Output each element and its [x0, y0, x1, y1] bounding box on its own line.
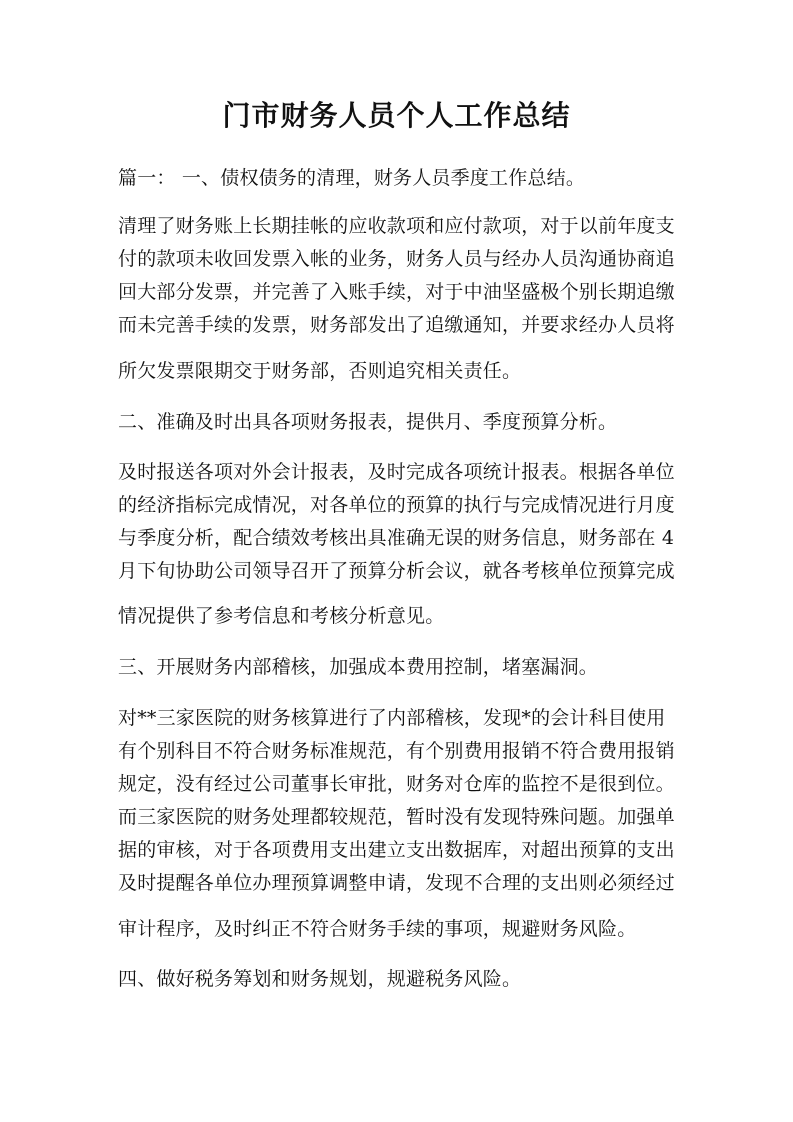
section-heading-4: 四、做好税务筹划和财务规划，规避税务风险。 — [118, 968, 522, 990]
paragraph-line: 而未完善手续的发票，财务部发出了追缴通知，并要求经办人员将 — [118, 314, 675, 336]
paragraph-line: 有个别科目不符合财务标准规范，有个别费用报销不符合费用报销 — [118, 740, 675, 762]
paragraph-line: 对**三家医院的财务核算进行了内部稽核，发现*的会计科目使用 — [118, 707, 666, 729]
document-title: 门市财务人员个人工作总结 — [222, 99, 571, 132]
paragraph-line: 所欠发票限期交于财务部，否则追究相关责任。 — [118, 360, 522, 382]
paragraph-line: 及时报送各项对外会计报表，及时完成各项统计报表。根据各单位 — [118, 461, 675, 483]
paragraph-line: 与季度分析，配合绩效考核出具准确无误的财务信息，财务部在 4 — [118, 527, 675, 549]
paragraph-line: 审计程序，及时纠正不符合财务手续的事项，规避财务风险。 — [118, 918, 637, 940]
paragraph-line: 的经济指标完成情况，对各单位的预算的执行与完成情况进行月度 — [118, 494, 675, 516]
paragraph-line: 据的审核，对于各项费用支出建立支出数据库，对超出预算的支出 — [118, 839, 675, 861]
paragraph-line: 而三家医院的财务处理都较规范，暂时没有发现特殊问题。加强单 — [118, 806, 675, 828]
paragraph-line: 规定，没有经过公司董事长审批，财务对仓库的监控不是很到位。 — [118, 773, 675, 795]
paragraph-line: 月下旬协助公司领导召开了预算分析会议，就各考核单位预算完成 — [118, 560, 675, 582]
section-heading-3: 三、开展财务内部稽核，加强成本费用控制，堵塞漏洞。 — [118, 656, 599, 678]
paragraph-line: 付的款项未收回发票入帐的业务，财务人员与经办人员沟通协商追 — [118, 248, 675, 270]
section-heading-2: 二、准确及时出具各项财务报表，提供月、季度预算分析。 — [118, 411, 618, 433]
paragraph-line: 及时提醒各单位办理预算调整申请，发现不合理的支出则必须经过 — [118, 872, 675, 894]
paragraph-line: 清理了财务账上长期挂帐的应收款项和应付款项，对于以前年度支 — [118, 215, 675, 237]
paragraph-line: 回大部分发票，并完善了入账手续，对于中油坚盛极个别长期追缴 — [118, 281, 675, 303]
paragraph-line: 情况提供了参考信息和考核分析意见。 — [118, 605, 445, 627]
section-heading-1: 篇一： 一、债权债务的清理，财务人员季度工作总结。 — [118, 167, 586, 189]
